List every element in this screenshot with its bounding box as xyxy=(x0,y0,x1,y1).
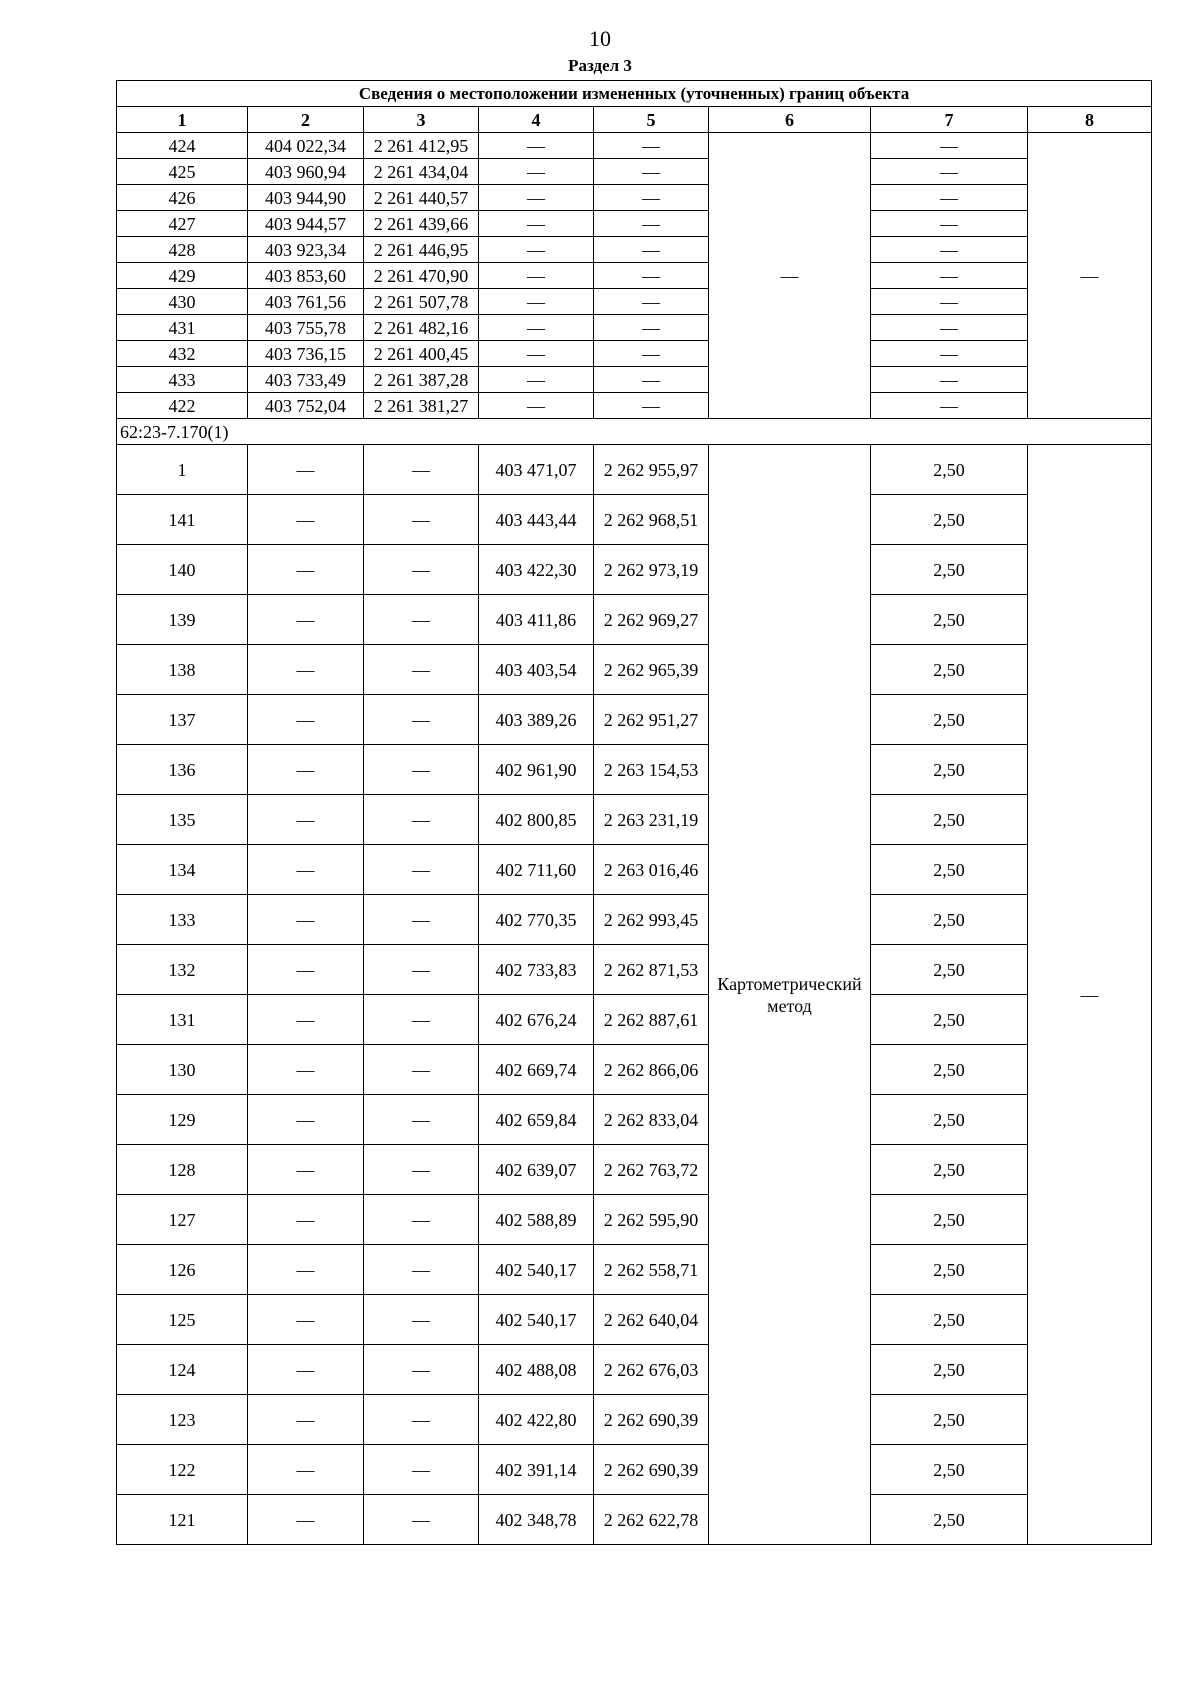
table-row xyxy=(117,895,1152,945)
y-old-cell: — xyxy=(364,595,479,645)
table-row xyxy=(117,1245,1152,1295)
x-new-cell: 403 422,30 xyxy=(479,545,594,595)
accuracy-cell: — xyxy=(871,289,1028,315)
accuracy-cell: — xyxy=(871,133,1028,159)
x-new-cell: 402 659,84 xyxy=(479,1095,594,1145)
point-number-cell: 425 xyxy=(117,159,248,185)
table-row xyxy=(117,263,1152,289)
point-number-cell: 129 xyxy=(117,1095,248,1145)
y-new-cell: — xyxy=(594,341,709,367)
y-old-cell: — xyxy=(364,1345,479,1395)
accuracy-cell: 2,50 xyxy=(871,745,1028,795)
accuracy-cell: 2,50 xyxy=(871,1195,1028,1245)
x-old-cell: 403 733,49 xyxy=(248,367,364,393)
accuracy-cell: — xyxy=(871,211,1028,237)
point-number-cell: 134 xyxy=(117,845,248,895)
y-old-cell: 2 261 470,90 xyxy=(364,263,479,289)
point-number-cell: 130 xyxy=(117,1045,248,1095)
point-number-cell: 125 xyxy=(117,1295,248,1345)
y-new-cell: 2 262 690,39 xyxy=(594,1395,709,1445)
x-old-cell: — xyxy=(248,1345,364,1395)
x-new-cell: 402 639,07 xyxy=(479,1145,594,1195)
table-row xyxy=(117,341,1152,367)
table-row xyxy=(117,211,1152,237)
header-row xyxy=(117,107,1152,133)
y-new-cell: 2 262 955,97 xyxy=(594,445,709,495)
accuracy-cell: — xyxy=(871,367,1028,393)
x-old-cell: — xyxy=(248,945,364,995)
point-number-cell: 141 xyxy=(117,495,248,545)
y-old-cell: — xyxy=(364,1395,479,1445)
point-number-cell: 132 xyxy=(117,945,248,995)
x-old-cell: — xyxy=(248,745,364,795)
accuracy-cell: — xyxy=(871,237,1028,263)
x-old-cell: — xyxy=(248,1195,364,1245)
y-new-cell: — xyxy=(594,185,709,211)
table-row xyxy=(117,995,1152,1045)
y-old-cell: 2 261 440,57 xyxy=(364,185,479,211)
accuracy-cell: — xyxy=(871,341,1028,367)
x-old-cell: 403 736,15 xyxy=(248,341,364,367)
y-new-cell: — xyxy=(594,133,709,159)
table-caption: Сведения о местоположении измененных (уточненных) границ объекта xyxy=(117,81,1152,107)
table-row xyxy=(117,393,1152,419)
point-number-cell: 122 xyxy=(117,1445,248,1495)
x-old-cell: 403 960,94 xyxy=(248,159,364,185)
y-new-cell: — xyxy=(594,211,709,237)
x-old-cell: — xyxy=(248,645,364,695)
table-row xyxy=(117,745,1152,795)
x-old-cell: 403 853,60 xyxy=(248,263,364,289)
y-old-cell: — xyxy=(364,645,479,695)
table-row xyxy=(117,645,1152,695)
header-cell: 3 xyxy=(364,107,479,133)
accuracy-cell: — xyxy=(871,393,1028,419)
y-old-cell: 2 261 381,27 xyxy=(364,393,479,419)
x-old-cell: 404 022,34 xyxy=(248,133,364,159)
table-row xyxy=(117,1045,1152,1095)
y-old-cell: 2 261 507,78 xyxy=(364,289,479,315)
y-old-cell: — xyxy=(364,1245,479,1295)
y-old-cell: — xyxy=(364,1195,479,1245)
accuracy-cell: — xyxy=(871,159,1028,185)
header-cell: 6 xyxy=(709,107,871,133)
point-number-cell: 140 xyxy=(117,545,248,595)
y-new-cell: — xyxy=(594,237,709,263)
table-row xyxy=(117,1095,1152,1145)
y-new-cell: — xyxy=(594,367,709,393)
x-new-cell: — xyxy=(479,393,594,419)
y-old-cell: — xyxy=(364,1045,479,1095)
header-cell: 4 xyxy=(479,107,594,133)
accuracy-cell: 2,50 xyxy=(871,645,1028,695)
point-number-cell: 428 xyxy=(117,237,248,263)
x-old-cell: — xyxy=(248,1445,364,1495)
y-new-cell: 2 262 640,04 xyxy=(594,1295,709,1345)
point-number-cell: 433 xyxy=(117,367,248,393)
x-new-cell: 402 588,89 xyxy=(479,1195,594,1245)
point-number-cell: 429 xyxy=(117,263,248,289)
x-old-cell: — xyxy=(248,795,364,845)
x-new-cell: 403 389,26 xyxy=(479,695,594,745)
point-number-cell: 124 xyxy=(117,1345,248,1395)
table-caption-row xyxy=(117,81,1152,107)
y-old-cell: 2 261 387,28 xyxy=(364,367,479,393)
note-cell: — xyxy=(1028,445,1152,1545)
point-number-cell: 123 xyxy=(117,1395,248,1445)
y-new-cell: — xyxy=(594,289,709,315)
x-new-cell: — xyxy=(479,263,594,289)
y-new-cell: 2 262 871,53 xyxy=(594,945,709,995)
x-old-cell: — xyxy=(248,445,364,495)
x-new-cell: 403 443,44 xyxy=(479,495,594,545)
header-cell: 1 xyxy=(117,107,248,133)
y-old-cell: — xyxy=(364,495,479,545)
method-cell: — xyxy=(709,133,871,419)
point-number-cell: 135 xyxy=(117,795,248,845)
y-old-cell: — xyxy=(364,795,479,845)
accuracy-cell: 2,50 xyxy=(871,445,1028,495)
table-row xyxy=(117,159,1152,185)
y-new-cell: 2 262 968,51 xyxy=(594,495,709,545)
table-row xyxy=(117,185,1152,211)
y-old-cell: — xyxy=(364,1445,479,1495)
y-new-cell: 2 262 622,78 xyxy=(594,1495,709,1545)
y-new-cell: — xyxy=(594,159,709,185)
point-number-cell: 137 xyxy=(117,695,248,745)
x-new-cell: 402 770,35 xyxy=(479,895,594,945)
point-number-cell: 131 xyxy=(117,995,248,1045)
table-row xyxy=(117,133,1152,159)
accuracy-cell: 2,50 xyxy=(871,695,1028,745)
accuracy-cell: 2,50 xyxy=(871,1045,1028,1095)
x-new-cell: 402 348,78 xyxy=(479,1495,594,1545)
x-new-cell: — xyxy=(479,289,594,315)
accuracy-cell: 2,50 xyxy=(871,545,1028,595)
y-new-cell: 2 262 887,61 xyxy=(594,995,709,1045)
y-new-cell: — xyxy=(594,315,709,341)
y-new-cell: 2 263 231,19 xyxy=(594,795,709,845)
point-number-cell: 427 xyxy=(117,211,248,237)
x-new-cell: 402 676,24 xyxy=(479,995,594,1045)
accuracy-cell: 2,50 xyxy=(871,1345,1028,1395)
y-old-cell: — xyxy=(364,1145,479,1195)
x-old-cell: — xyxy=(248,995,364,1045)
table-row xyxy=(117,1395,1152,1445)
parcel-label-row xyxy=(117,419,1152,445)
x-new-cell: 402 422,80 xyxy=(479,1395,594,1445)
boundary-table xyxy=(116,80,1152,1545)
accuracy-cell: — xyxy=(871,263,1028,289)
y-new-cell: 2 262 763,72 xyxy=(594,1145,709,1195)
accuracy-cell: 2,50 xyxy=(871,495,1028,545)
y-new-cell: 2 262 676,03 xyxy=(594,1345,709,1395)
table-row xyxy=(117,595,1152,645)
y-old-cell: — xyxy=(364,845,479,895)
x-new-cell: — xyxy=(479,185,594,211)
x-new-cell: 402 488,08 xyxy=(479,1345,594,1395)
table-row xyxy=(117,367,1152,393)
x-old-cell: — xyxy=(248,495,364,545)
x-old-cell: — xyxy=(248,1395,364,1445)
point-number-cell: 430 xyxy=(117,289,248,315)
table-row xyxy=(117,1495,1152,1545)
x-old-cell: — xyxy=(248,695,364,745)
table-row xyxy=(117,289,1152,315)
table-row xyxy=(117,945,1152,995)
x-old-cell: — xyxy=(248,595,364,645)
accuracy-cell: 2,50 xyxy=(871,1495,1028,1545)
x-old-cell: — xyxy=(248,1245,364,1295)
point-number-cell: 431 xyxy=(117,315,248,341)
accuracy-cell: 2,50 xyxy=(871,795,1028,845)
point-number-cell: 424 xyxy=(117,133,248,159)
y-new-cell: 2 262 993,45 xyxy=(594,895,709,945)
point-number-cell: 126 xyxy=(117,1245,248,1295)
x-old-cell: 403 761,56 xyxy=(248,289,364,315)
accuracy-cell: 2,50 xyxy=(871,995,1028,1045)
accuracy-cell: — xyxy=(871,185,1028,211)
table-row xyxy=(117,1195,1152,1245)
table-row xyxy=(117,237,1152,263)
point-number-cell: 133 xyxy=(117,895,248,945)
table-row xyxy=(117,1145,1152,1195)
x-new-cell: — xyxy=(479,237,594,263)
y-old-cell: — xyxy=(364,695,479,745)
y-old-cell: 2 261 439,66 xyxy=(364,211,479,237)
point-number-cell: 432 xyxy=(117,341,248,367)
table-row xyxy=(117,445,1152,495)
accuracy-cell: 2,50 xyxy=(871,1445,1028,1495)
y-new-cell: 2 262 965,39 xyxy=(594,645,709,695)
y-new-cell: 2 262 833,04 xyxy=(594,1095,709,1145)
point-number-cell: 121 xyxy=(117,1495,248,1545)
accuracy-cell: 2,50 xyxy=(871,1245,1028,1295)
y-old-cell: — xyxy=(364,895,479,945)
point-number-cell: 422 xyxy=(117,393,248,419)
accuracy-cell: 2,50 xyxy=(871,895,1028,945)
point-number-cell: 139 xyxy=(117,595,248,645)
x-old-cell: — xyxy=(248,895,364,945)
table-row xyxy=(117,1345,1152,1395)
y-new-cell: 2 262 951,27 xyxy=(594,695,709,745)
y-old-cell: — xyxy=(364,445,479,495)
x-new-cell: 402 540,17 xyxy=(479,1295,594,1345)
x-new-cell: 402 733,83 xyxy=(479,945,594,995)
section-title: Раздел 3 xyxy=(568,56,632,75)
y-new-cell: 2 262 558,71 xyxy=(594,1245,709,1295)
accuracy-cell: 2,50 xyxy=(871,845,1028,895)
x-old-cell: — xyxy=(248,545,364,595)
x-new-cell: 402 540,17 xyxy=(479,1245,594,1295)
y-old-cell: — xyxy=(364,1495,479,1545)
x-old-cell: 403 923,34 xyxy=(248,237,364,263)
x-new-cell: 403 403,54 xyxy=(479,645,594,695)
point-number-cell: 138 xyxy=(117,645,248,695)
y-new-cell: 2 262 595,90 xyxy=(594,1195,709,1245)
x-old-cell: 403 944,57 xyxy=(248,211,364,237)
accuracy-cell: 2,50 xyxy=(871,945,1028,995)
y-old-cell: — xyxy=(364,1295,479,1345)
point-number-cell: 426 xyxy=(117,185,248,211)
method-cell: Картометрический метод xyxy=(709,445,871,1545)
header-cell: 2 xyxy=(248,107,364,133)
table-row xyxy=(117,695,1152,745)
x-new-cell: — xyxy=(479,341,594,367)
x-old-cell: — xyxy=(248,1295,364,1345)
x-old-cell: 403 755,78 xyxy=(248,315,364,341)
y-old-cell: 2 261 412,95 xyxy=(364,133,479,159)
x-old-cell: — xyxy=(248,1145,364,1195)
x-old-cell: — xyxy=(248,1045,364,1095)
x-new-cell: — xyxy=(479,133,594,159)
y-new-cell: — xyxy=(594,263,709,289)
y-old-cell: 2 261 400,45 xyxy=(364,341,479,367)
table-row xyxy=(117,545,1152,595)
y-old-cell: — xyxy=(364,545,479,595)
y-old-cell: — xyxy=(364,745,479,795)
y-new-cell: 2 263 154,53 xyxy=(594,745,709,795)
y-old-cell: — xyxy=(364,995,479,1045)
y-old-cell: — xyxy=(364,1095,479,1145)
x-new-cell: 402 669,74 xyxy=(479,1045,594,1095)
x-new-cell: — xyxy=(479,159,594,185)
x-old-cell: — xyxy=(248,1495,364,1545)
point-number-cell: 136 xyxy=(117,745,248,795)
y-old-cell: 2 261 446,95 xyxy=(364,237,479,263)
x-new-cell: 403 471,07 xyxy=(479,445,594,495)
x-new-cell: 402 961,90 xyxy=(479,745,594,795)
x-old-cell: 403 944,90 xyxy=(248,185,364,211)
header-cell: 7 xyxy=(871,107,1028,133)
table-row xyxy=(117,1295,1152,1345)
x-new-cell: 402 711,60 xyxy=(479,845,594,895)
x-old-cell: — xyxy=(248,845,364,895)
parcel-label: 62:23-7.170(1) xyxy=(117,419,1152,445)
table-row xyxy=(117,315,1152,341)
x-old-cell: — xyxy=(248,1095,364,1145)
table-row xyxy=(117,495,1152,545)
table-row xyxy=(117,1445,1152,1495)
y-new-cell: 2 262 866,06 xyxy=(594,1045,709,1095)
y-old-cell: 2 261 482,16 xyxy=(364,315,479,341)
y-old-cell: 2 261 434,04 xyxy=(364,159,479,185)
point-number-cell: 128 xyxy=(117,1145,248,1195)
x-new-cell: — xyxy=(479,315,594,341)
x-new-cell: 402 800,85 xyxy=(479,795,594,845)
accuracy-cell: 2,50 xyxy=(871,1295,1028,1345)
y-old-cell: — xyxy=(364,945,479,995)
y-new-cell: 2 262 969,27 xyxy=(594,595,709,645)
y-new-cell: 2 262 690,39 xyxy=(594,1445,709,1495)
table-row xyxy=(117,795,1152,845)
page-number: 10 xyxy=(589,26,611,51)
x-new-cell: 403 411,86 xyxy=(479,595,594,645)
x-new-cell: 402 391,14 xyxy=(479,1445,594,1495)
y-new-cell: — xyxy=(594,393,709,419)
x-new-cell: — xyxy=(479,367,594,393)
header-cell: 5 xyxy=(594,107,709,133)
accuracy-cell: 2,50 xyxy=(871,1395,1028,1445)
x-new-cell: — xyxy=(479,211,594,237)
accuracy-cell: — xyxy=(871,315,1028,341)
x-old-cell: 403 752,04 xyxy=(248,393,364,419)
accuracy-cell: 2,50 xyxy=(871,595,1028,645)
header-cell: 8 xyxy=(1028,107,1152,133)
note-cell: — xyxy=(1028,133,1152,419)
point-number-cell: 127 xyxy=(117,1195,248,1245)
y-new-cell: 2 262 973,19 xyxy=(594,545,709,595)
accuracy-cell: 2,50 xyxy=(871,1095,1028,1145)
y-new-cell: 2 263 016,46 xyxy=(594,845,709,895)
point-number-cell: 1 xyxy=(117,445,248,495)
accuracy-cell: 2,50 xyxy=(871,1145,1028,1195)
table-row xyxy=(117,845,1152,895)
